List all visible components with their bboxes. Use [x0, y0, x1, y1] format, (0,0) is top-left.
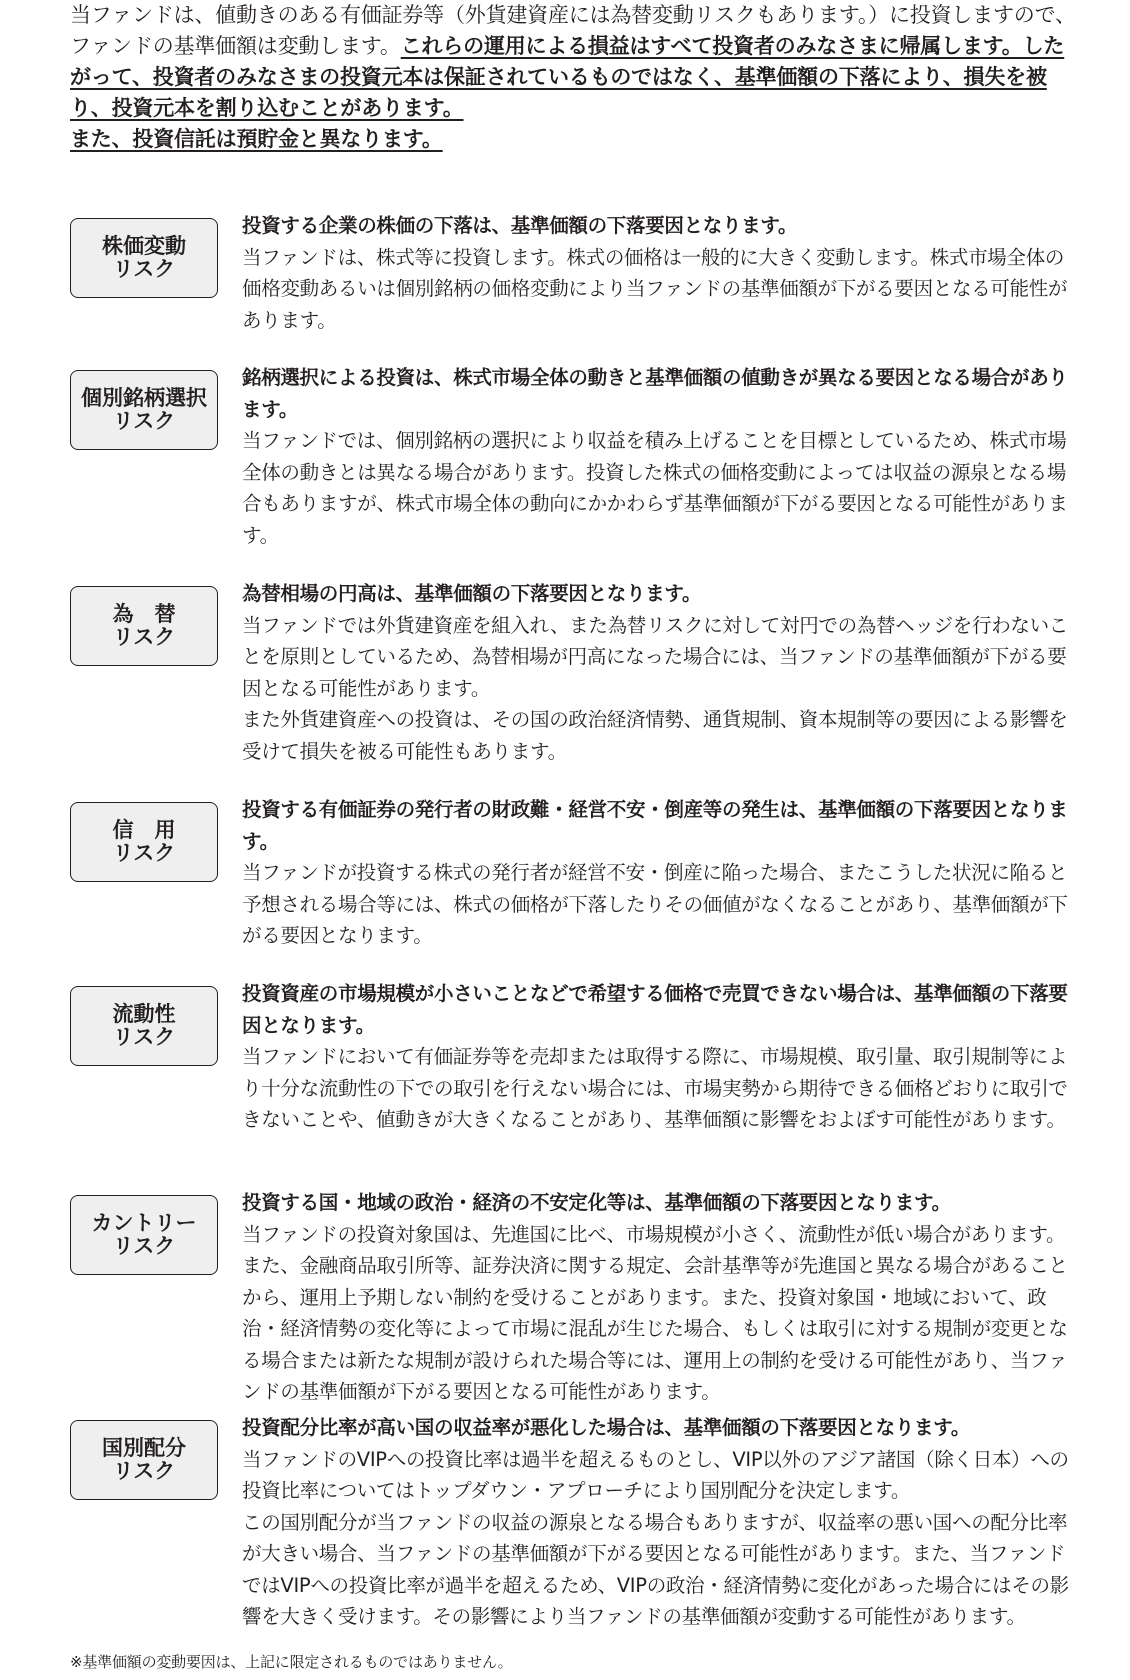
risk-badge-suffix: リスク — [112, 1459, 176, 1483]
intro-underlined: これらの運用による損益はすべて投資者のみなさまに帰属します。したがって、投資者のみなさまの投資元本は保証されているものではなく、基準価額の下落により、損失を被り、投資元本を割り込むことがあります。 — [70, 34, 1065, 120]
risk-text: この国別配分が当ファンドの収益の源泉となる場合もありますが、収益率の悪い国への配分比率が大きい場合、当ファンドの基準価額が下がる要因となる可能性があります。また、当ファンドではVIPへの投資比率が過半を超えるため、VIPの政治・経済情勢に変化があった場合にはその影響を大きく受けます。その影響により当ファンドの基準価額が変動する可能性があります。 — [242, 1510, 1069, 1628]
risk-badge — [70, 1420, 218, 1500]
risk-heading: 投資する国・地域の政治・経済の不安定化等は、基準価額の下落要因となります。 — [242, 1191, 951, 1214]
risk-body — [242, 1187, 1080, 1408]
risk-badge-title: 株価変動 — [102, 234, 186, 258]
intro-plain: 当ファンドは、値動きのある有価証券等（外貨建資産には為替変動リスクもあります。）に投資しますので、ファンドの基準価額は変動します。 — [70, 3, 1076, 58]
risk-badge-suffix: リスク — [112, 1234, 176, 1258]
risk-badge-suffix: リスク — [112, 1025, 176, 1049]
risk-badge-title: 信 用 — [112, 818, 176, 842]
risk-heading: 投資する企業の株価の下落は、基準価額の下落要因となります。 — [242, 214, 798, 237]
risk-heading: 投資する有価証券の発行者の財政難・経営不安・倒産等の発生は、基準価額の下落要因となります。 — [242, 798, 1068, 853]
risk-text: 当ファンドでは外貨建資産を組入れ、また為替リスクに対して対円での為替ヘッジを行わないことを原則としているため、為替相場が円高になった場合には、当ファンドの基準価額が下がる要因となる可能性があります。 — [242, 613, 1068, 700]
risk-text: 当ファンドのVIPへの投資比率は過半を超えるものとし、VIP以外のアジア諸国（除く日本）への投資比率についてはトップダウン・アプローチにより国別配分を決定します。 — [242, 1447, 1069, 1502]
risk-heading: 為替相場の円高は、基準価額の下落要因となります。 — [242, 582, 702, 605]
intro-paragraph — [70, 0, 1080, 124]
risk-text: 当ファンドが投資する株式の発行者が経営不安・倒産に陥った場合、またこうした状況に陥ると予想される場合等には、株式の価格が下落したりその価値がなくなることがあり、基準価額が下がる要因となります。 — [242, 861, 1068, 947]
risk-body — [242, 978, 1080, 1136]
risk-badge-title: 個別銘柄選択 — [81, 386, 207, 410]
risk-text: また外貨建資産への投資は、その国の政治経済情勢、通貨規制、資本規制等の要因による影響を受けて損失を被る可能性もあります。 — [242, 708, 1068, 763]
risk-text: 当ファンドにおいて有価証券等を売却または取得する際に、市場規模、取引量、取引規制等により十分な流動性の下での取引を行えない場合には、市場実勢から期待できる価格どおりに取引できないことや、値動きが大きくなることがあり、基準価額に影響をおよぼす可能性があります。 — [242, 1045, 1068, 1131]
risk-badge — [70, 586, 218, 666]
risk-body — [242, 794, 1080, 952]
risk-badge-title: 為 替 — [112, 602, 176, 626]
risk-heading: 銘柄選択による投資は、株式市場全体の動きと基準価額の値動きが異なる要因となる場合があります。 — [242, 366, 1068, 421]
risk-badge — [70, 218, 218, 298]
risk-badge — [70, 1195, 218, 1275]
risk-badge — [70, 802, 218, 882]
risk-body — [242, 578, 1080, 767]
risk-badge — [70, 370, 218, 450]
risk-text: 当ファンドは、株式等に投資します。株式の価格は一般的に大きく変動します。株式市場全体の価格変動あるいは個別銘柄の価格変動により当ファンドの基準価額が下がる要因となる可能性があります。 — [242, 245, 1068, 332]
risk-badge-suffix: リスク — [112, 625, 176, 649]
risk-badge-title: 流動性 — [112, 1002, 176, 1026]
risk-heading: 投資資産の市場規模が小さいことなどで希望する価格で売買できない場合は、基準価額の下落要因となります。 — [242, 982, 1068, 1037]
risk-badge-suffix: リスク — [112, 409, 176, 433]
risk-body — [242, 362, 1080, 551]
intro-deposit-note: また、投資信託は預貯金と異なります。 — [70, 127, 443, 151]
risk-text: 当ファンドでは、個別銘柄の選択により収益を積み上げることを目標としているため、株式市場全体の動きとは異なる場合があります。投資した株式の価格変動によっては収益の源泉となる場合もありますが、株式市場全体の動向にかかわらず基準価額が下がる要因となる可能性があります。 — [242, 429, 1068, 547]
risk-badge-title: カントリー — [91, 1211, 197, 1235]
footnote: ※基準価額の変動要因は、上記に限定されるものではありません。 — [70, 1653, 513, 1671]
risk-body — [242, 210, 1080, 336]
risk-badge-suffix: リスク — [112, 841, 176, 865]
intro-block — [70, 0, 1080, 155]
risk-badge — [70, 986, 218, 1066]
risk-badge-suffix: リスク — [112, 257, 176, 281]
risk-text: 当ファンドの投資対象国は、先進国に比べ、市場規模が小さく、流動性が低い場合があります。また、金融商品取引所等、証券決済に関する規定、会計基準等が先進国と異なる場合があることから、運用上予期しない制約を受けることがあります。また、投資対象国・地域において、政治・経済情勢の変化等によって市場に混乱が生じた場合、もしくは取引に対する規制が変更となる場合または新たな規制が設けられた場合等には、運用上の制約を受ける可能性があり、当ファンドの基準価額が下がる要因となる可能性があります。 — [242, 1222, 1068, 1403]
risk-badge-title: 国別配分 — [102, 1436, 186, 1460]
risk-body — [242, 1412, 1080, 1633]
risk-heading: 投資配分比率が高い国の収益率が悪化した場合は、基準価額の下落要因となります。 — [242, 1416, 971, 1439]
